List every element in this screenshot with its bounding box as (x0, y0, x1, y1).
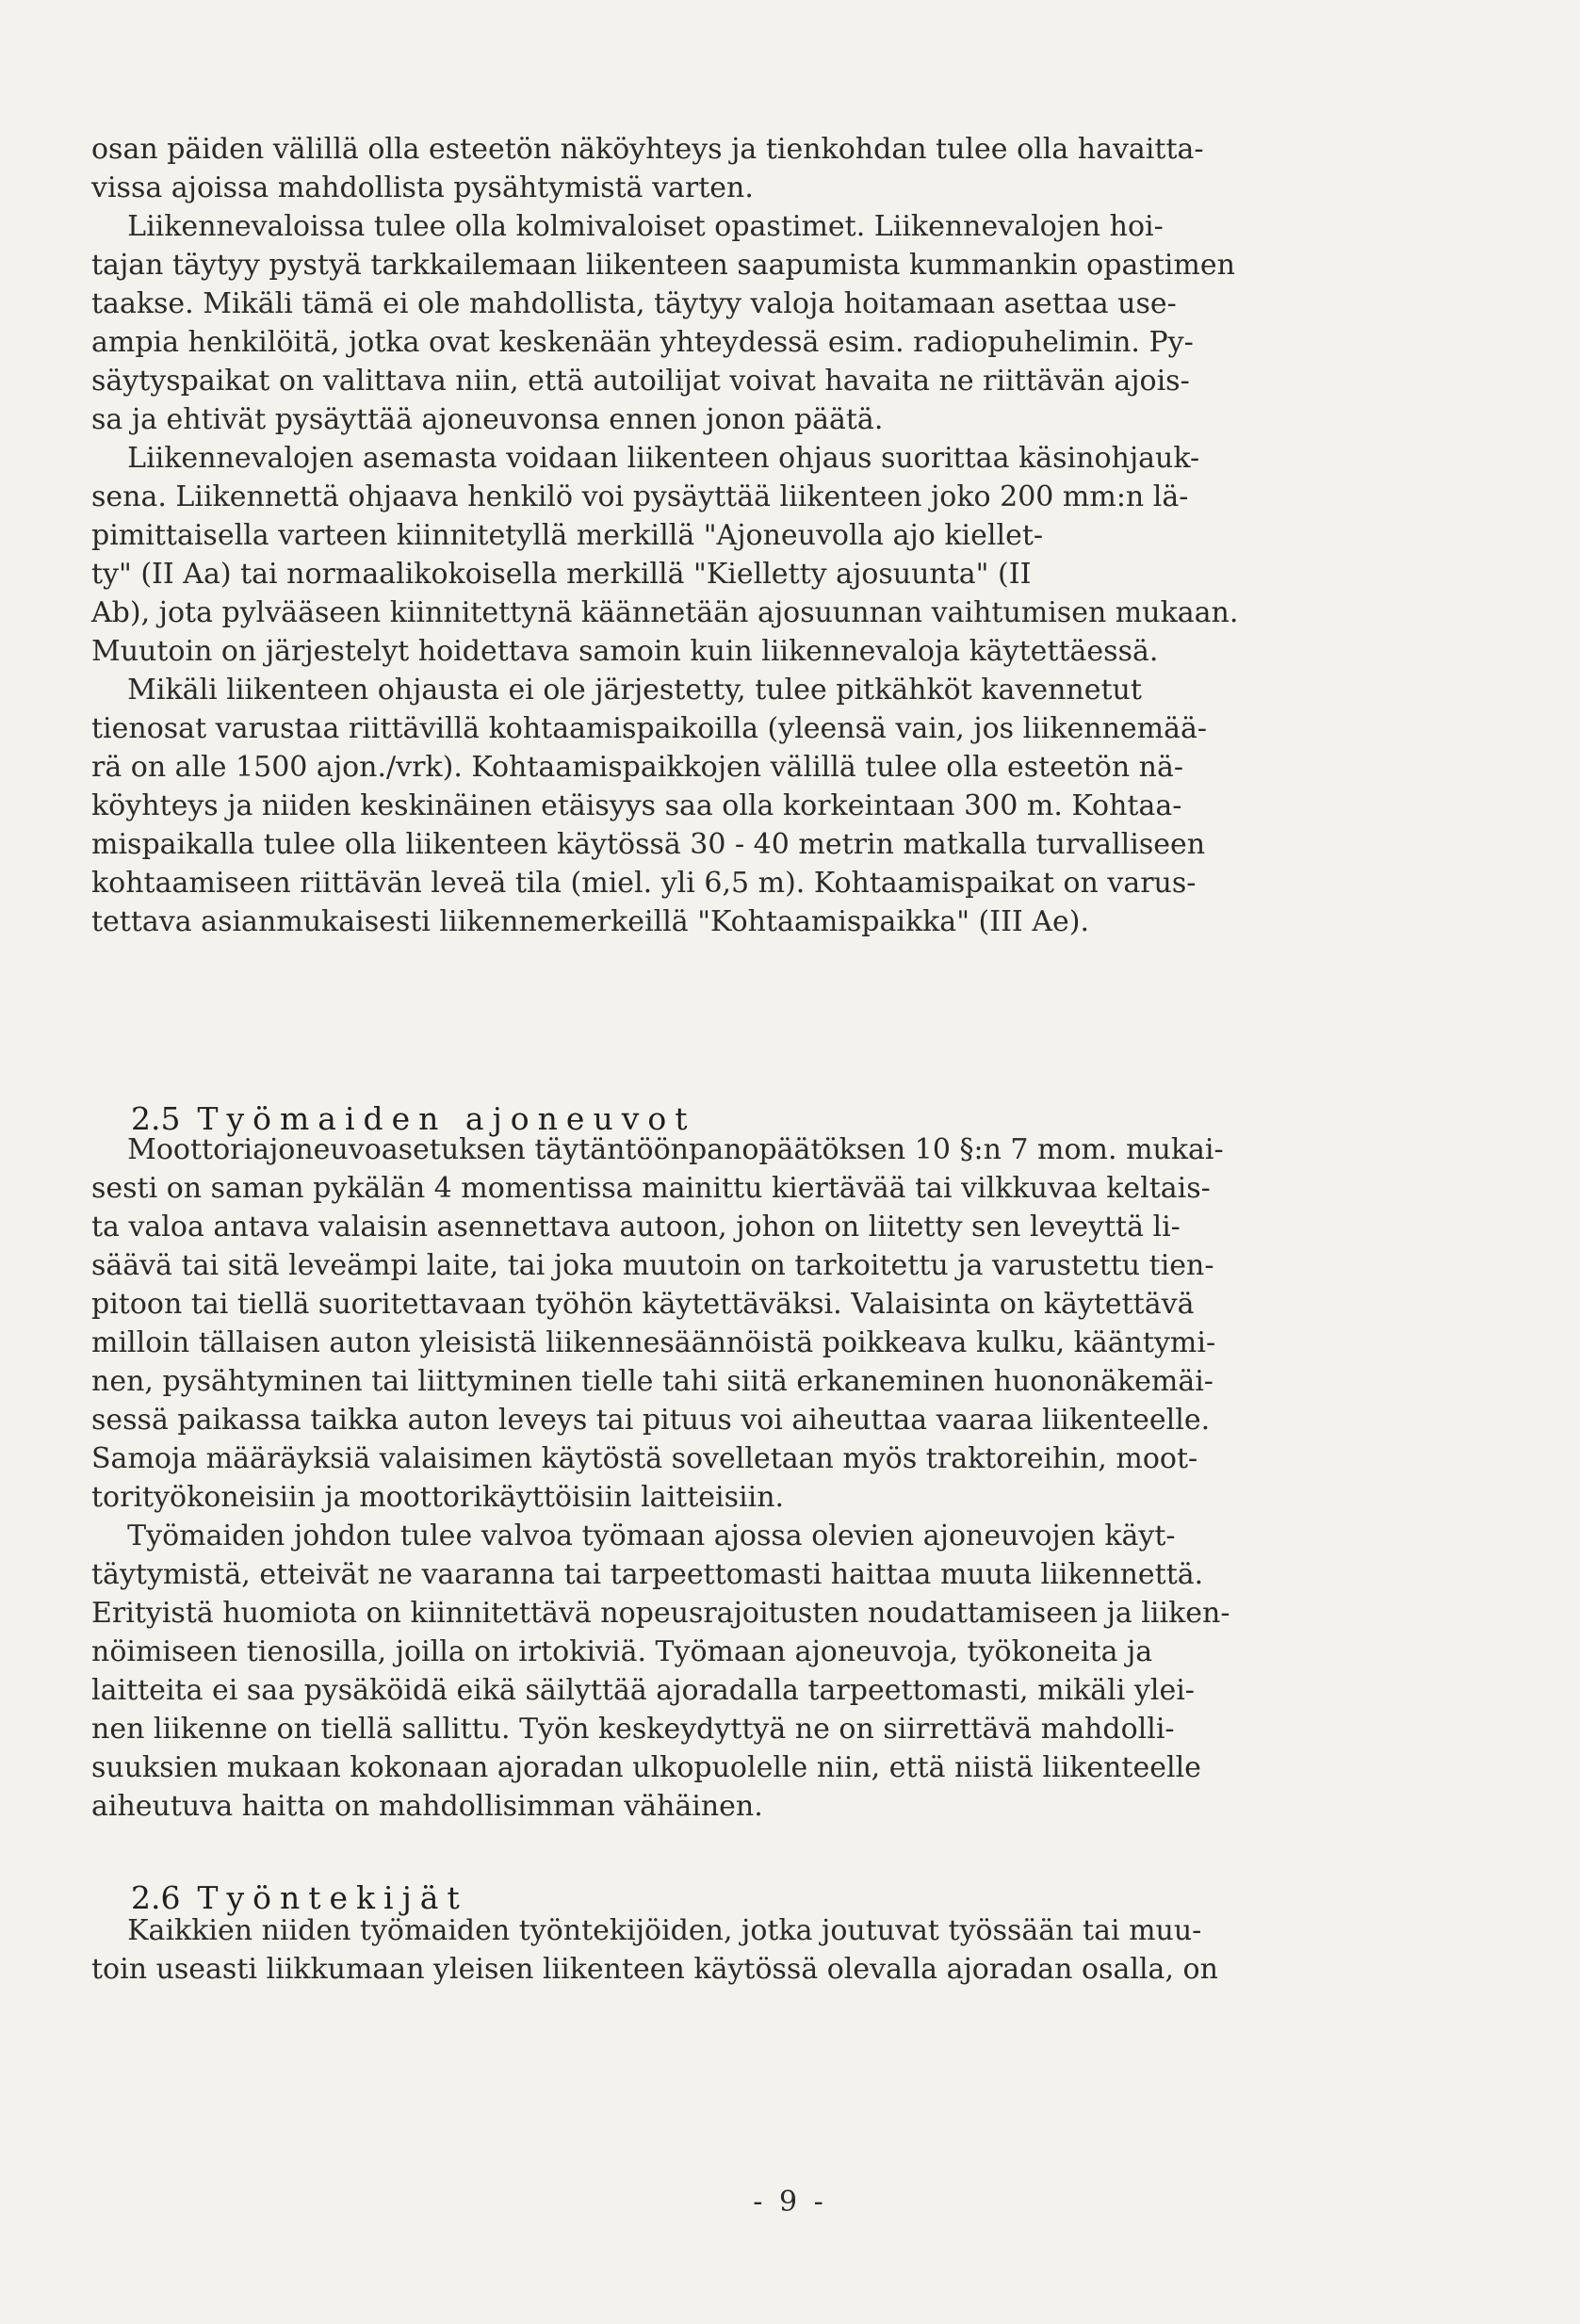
text-line: ampia henkilöitä, jotka ovat keskenään yhteydessä esim. radiopuhelimin. Py- (91, 326, 1194, 359)
text-line: laitteita ei saa pysäköidä eikä säilyttää ajoradalla tarpeettomasti, mikäli ylei- (91, 1674, 1195, 1707)
section-number: 2.6 (130, 1879, 181, 1916)
text-line: säävä tai sitä leveämpi laite, tai joka muutoin on tarkoitettu ja varustettu tien- (91, 1249, 1214, 1282)
text-line: nen liikenne on tiellä sallittu. Työn keskeydyttyä ne on siirrettävä mahdolli- (91, 1713, 1175, 1746)
text-line: Työmaiden johdon tulee valvoa työmaan ajossa olevien ajoneuvojen käyt- (91, 1520, 1176, 1552)
text-line: täytymistä, etteivät ne vaaranna tai tarpeettomasti haittaa muuta liikennettä. (91, 1558, 1204, 1591)
text-line: milloin tällaisen auton yleisistä liikennesäännöistä poikkeava kulku, kääntymi- (91, 1326, 1216, 1359)
text-line: aiheutuva haitta on mahdollisimman vähäinen. (91, 1790, 763, 1823)
text-line: Erityistä huomiota on kiinnitettävä nopeusrajoitusten noudattamiseen ja liiken- (91, 1597, 1230, 1630)
text-line: sesti on saman pykälän 4 momentissa mainittu kiertävää tai vilkkuvaa keltais- (91, 1172, 1211, 1205)
text-line: ta valoa antava valaisin asennettava autoon, johon on liitetty sen leveyttä li- (91, 1211, 1181, 1243)
section-number: 2.5 (130, 1100, 181, 1137)
text-line: toin useasti liikkumaan yleisen liikenteen käytössä olevalla ajoradan osalla, on (91, 1953, 1218, 1986)
text-line: Samoja määräyksiä valaisimen käytöstä sovelletaan myös traktoreihin, moot- (91, 1442, 1198, 1475)
text-line: vissa ajoissa mahdollista pysähtymistä varten. (91, 171, 754, 204)
section-title: Työntekijät (197, 1879, 468, 1916)
section-title: Työmaiden ajoneuvot (197, 1100, 696, 1137)
text-line: mispaikalla tulee olla liikenteen käytössä 30 - 40 metrin matkalla turvalliseen (91, 828, 1206, 861)
paragraph-block-worksite-vehicles (91, 1130, 1382, 1826)
text-line: nen, pysähtyminen tai liittyminen tielle tahi siitä erkaneminen huononäkemäi- (91, 1365, 1214, 1398)
text-line: Moottoriajoneuvoasetuksen täytäntöönpanopäätöksen 10 §:n 7 mom. mukai- (91, 1133, 1224, 1166)
text-line: tettava asianmukaisesti liikennemerkeillä "Kohtaamispaikka" (III Ae). (91, 905, 1089, 938)
text-line: tienosat varustaa riittävillä kohtaamispaikoilla (yleensä vain, jos liikennemää- (91, 712, 1208, 745)
text-line: kohtaamiseen riittävän leveä tila (miel. yli 6,5 m). Kohtaamispaikat on varus- (91, 867, 1197, 900)
text-line: sena. Liikennettä ohjaava henkilö voi pysäyttää liikenteen joko 200 mm:n lä- (91, 480, 1189, 513)
text-line: Kaikkien niiden työmaiden työntekijöiden, jotka joutuvat työssään tai muu- (91, 1914, 1202, 1947)
text-line: sa ja ehtivät pysäyttää ajoneuvonsa ennen jonon päätä. (91, 403, 884, 436)
page-number: - 9 - (753, 2186, 827, 2218)
paragraph-block-traffic-control (91, 130, 1382, 941)
text-line: sessä paikassa taikka auton leveys tai pituus voi aiheuttaa vaaraa liikenteelle. (91, 1404, 1211, 1437)
text-line: tajan täytyy pystyä tarkkailemaan liikenteen saapumista kummankin opastimen (91, 249, 1235, 282)
text-line: Liikennevalojen asemasta voidaan liikenteen ohjaus suorittaa käsinohjauk- (91, 442, 1200, 475)
text-line: pimittaisella varteen kiinnitetyllä merkillä "Ajoneuvolla ajo kiellet- (91, 519, 1044, 552)
text-line: ty" (II Aa) tai normaalikokoisella merkillä "Kielletty ajosuunta" (II (91, 558, 1032, 591)
text-line: nöimiseen tienosilla, joilla on irtokiviä. Työmaan ajoneuvoja, työkoneita ja (91, 1635, 1153, 1668)
text-line: torityökoneisiin ja moottorikäyttöisiin laitteisiin. (91, 1481, 785, 1514)
text-line: köyhteys ja niiden keskinäinen etäisyys saa olla korkeintaan 300 m. Kohtaa- (91, 789, 1182, 822)
text-line: Muutoin on järjestelyt hoidettava samoin kuin liikennevaloja käytettäessä. (91, 635, 1159, 668)
text-line: rä on alle 1500 ajon./vrk). Kohtaamispaikkojen välillä tulee olla esteetön nä- (91, 751, 1184, 784)
text-line: suuksien mukaan kokonaan ajoradan ulkopuolelle niin, että niistä liikenteelle (91, 1751, 1201, 1784)
text-line: osan päiden välillä olla esteetön näköyhteys ja tienkohdan tulee olla havaitta- (91, 133, 1204, 166)
text-line: Liikennevaloissa tulee olla kolmivaloiset opastimet. Liikennevalojen hoi- (91, 210, 1164, 243)
text-line: Mikäli liikenteen ohjausta ei ole järjestetty, tulee pitkähköt kavennetut (91, 674, 1142, 707)
text-line: säytyspaikat on valittava niin, että autoilijat voivat havaita ne riittävän ajois- (91, 365, 1190, 398)
text-line: pitoon tai tiellä suoritettavaan työhön käytettäväksi. Valaisinta on käytettävä (91, 1288, 1195, 1321)
paragraph-block-workers (91, 1911, 1382, 1989)
text-line: taakse. Mikäli tämä ei ole mahdollista, täytyy valoja hoitamaan asettaa use- (91, 287, 1177, 320)
text-line: Ab), jota pylvääseen kiinnitettynä käännetään ajosuunnan vaihtumisen mukaan. (91, 596, 1239, 629)
